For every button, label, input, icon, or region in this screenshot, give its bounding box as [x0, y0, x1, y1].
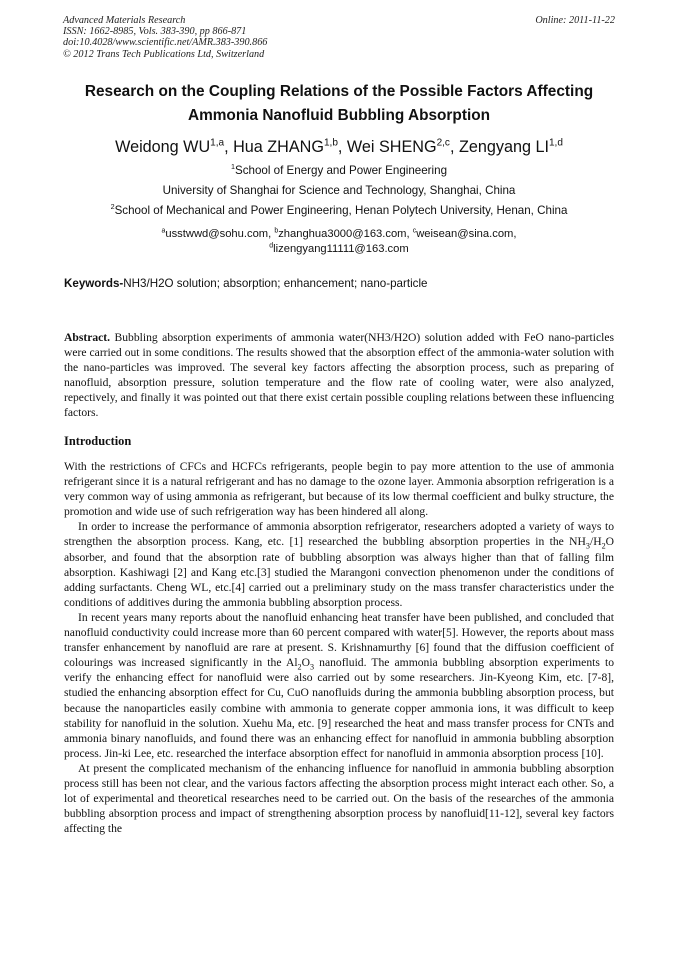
affiliation-1-university: University of Shanghai for Science and Technology, Shanghai, China — [162, 184, 516, 197]
author-name: Zengyang LI — [458, 138, 549, 156]
issn-line: ISSN: 1662-8985, Vols. 383-390, pp 866-871 — [63, 26, 247, 38]
author-emails: $^a$usstwwd@sohu.com, $^b$zhanghua3000@163.com, $^c$weisean@sina.com, $^d$lizengyang11111@163.com — [161, 227, 517, 255]
abstract — [64, 330, 614, 421]
affiliation-2: $^2$School of Mechanical and Power Engineering, Henan Polytech University, Henan, China — [110, 202, 568, 217]
author-name: Weidong WU — [115, 138, 211, 156]
abstract-label: Abstract. — [64, 331, 111, 344]
author-list: Weidong WU$^{1,a}$, Hua ZHANG$^{1,b}$, Wei SHENG$^{2,c}$, Zengyang LI$^{1,d}$ — [115, 137, 563, 156]
paragraph: At present the complicated mechanism of the enhancing influence for nanofluid in ammonia bubbling absorption process still has been not clear, and the various factors affecting the absorption process might interact each other. So, a lot of experimental and theoretical researches need to be carried out. On the basis of the researches of the ammonia bubbling absorption process and impact of strengthening absorption process by nanofluid[11-12], several key factors affecting the — [64, 761, 614, 836]
paper-title — [40, 80, 638, 128]
affiliation-1: $^1$School of Energy and Power Engineering — [230, 162, 448, 177]
journal-name: Advanced Materials Research — [63, 15, 186, 26]
paragraph: In recent years many reports about the nanofluid enhancing heat transfer have been published, and concluded that nanofluid conductivity could increase more than 60 percent compared with water[5]. However, the reports about mass transfer enhancement by nanofluid are rare at present. S. Krishnamurthy [6] found that the diffusion coefficient of colourings was increased significantly in the $Al_2O_3$ nanofluid. The ammonia bubbling absorption experiments to verify the enhancing effect for nanofluid were also carried out by some researchers. Jin-Kyeong Kim, etc. [7-8], studied the enhancing absorption effect for Cu, CuO nanofluids during the ammonia bubbling absorption process, but because the nanoparticles easily combine with ammonia to generate copper ammonia ions, it was difficult to keep stability for nanofluid in the solution. Xuehu Ma, etc. [9] researched the heat and mass transfer process for CNTs and ammonia binary nanofluids, and found there was an enhancing effect for nanofluid in ammonia bubbling absorption process. Jin-ki Lee, etc. researched the interface absorption effect for nanofluid in ammonia absorption process [10]. — [64, 610, 614, 760]
doi-line: doi:10.4028/www.scientific.net/AMR.383-390.866 — [63, 37, 268, 49]
email-link[interactable]: weisean@sina.com — [416, 228, 514, 240]
introduction-body — [64, 459, 614, 836]
paragraph: In order to increase the performance of ammonia absorption refrigerator, researchers adopted a variety of ways to strengthen the absorption process. Kang, etc. [1] researched the bubbling absorption properties in the $NH_3/H_2O$ absorber, and found that the absorption rate of bubbling absorption was always higher than that of falling film absorption. Kashiwagi [2] and Kang etc.[3] studied the Marangoni convection phenomenon under the conditions of adding surfactants. Cheng WL, etc.[4] carried out a preliminary study on the mass transfer characteristics under the conditions of additives during the ammonia bubbling absorption process. — [64, 520, 614, 609]
abstract-text: Bubbling absorption experiments of ammonia water(NH3/H2O) solution added with FeO nano-particles were carried out in some conditions. The results showed that the absorption effect of the ammonia-water solution with the nano-particles was improved. The several key factors affecting the absorption process, such as preparing of nanofluid, absorption pressure, solution temperature and the flow rate of cooling water, were also analyzed, repectively, and finally it was pointed out that there exist certain possible coupling relations between these influencing factors. — [64, 331, 614, 420]
keywords-text: NH3/H2O solution; absorption; enhancement; nano-particle — [123, 277, 428, 290]
title-line-1: Research on the Coupling Relations of the Possible Factors Affecting — [84, 83, 594, 100]
paragraph: With the restrictions of CFCs and HCFCs refrigerants, people begin to pay more attention to the use of ammonia refrigerant since it is a natural refrigerant and has no damage to the ozone layer. Ammonia absorption refrigeration is a very common way of using ammonia as refrigerant, but because of its low thermal coefficient and bulky structure, the promotion and wide use of such refrigeration way has been hindered all along. — [64, 460, 614, 519]
author-sup: 1,b — [323, 137, 338, 149]
section-heading-introduction: Introduction — [64, 434, 132, 448]
author-sup: 1,d — [548, 137, 563, 149]
affiliations — [40, 161, 638, 221]
online-date: Online: 2011-11-22 — [535, 15, 615, 26]
title-line-2: Ammonia Nanofluid Bubbling Absorption — [187, 107, 491, 124]
journal-header — [63, 15, 615, 60]
email-link[interactable]: lizengyang11111@163.com — [273, 243, 409, 255]
keywords — [64, 276, 624, 291]
author-name: Wei SHENG — [346, 138, 437, 156]
author-sup: 2,c — [436, 137, 450, 149]
author-sup: 1,a — [210, 137, 225, 149]
author-name: Hua ZHANG — [233, 138, 324, 156]
keywords-label: Keywords- — [64, 277, 124, 290]
email-link[interactable]: zhanghua3000@163.com — [278, 228, 407, 240]
email-link[interactable]: usstwwd@sohu.com — [165, 228, 269, 240]
copyright-line: © 2012 Trans Tech Publications Ltd, Switzerland — [63, 48, 265, 60]
